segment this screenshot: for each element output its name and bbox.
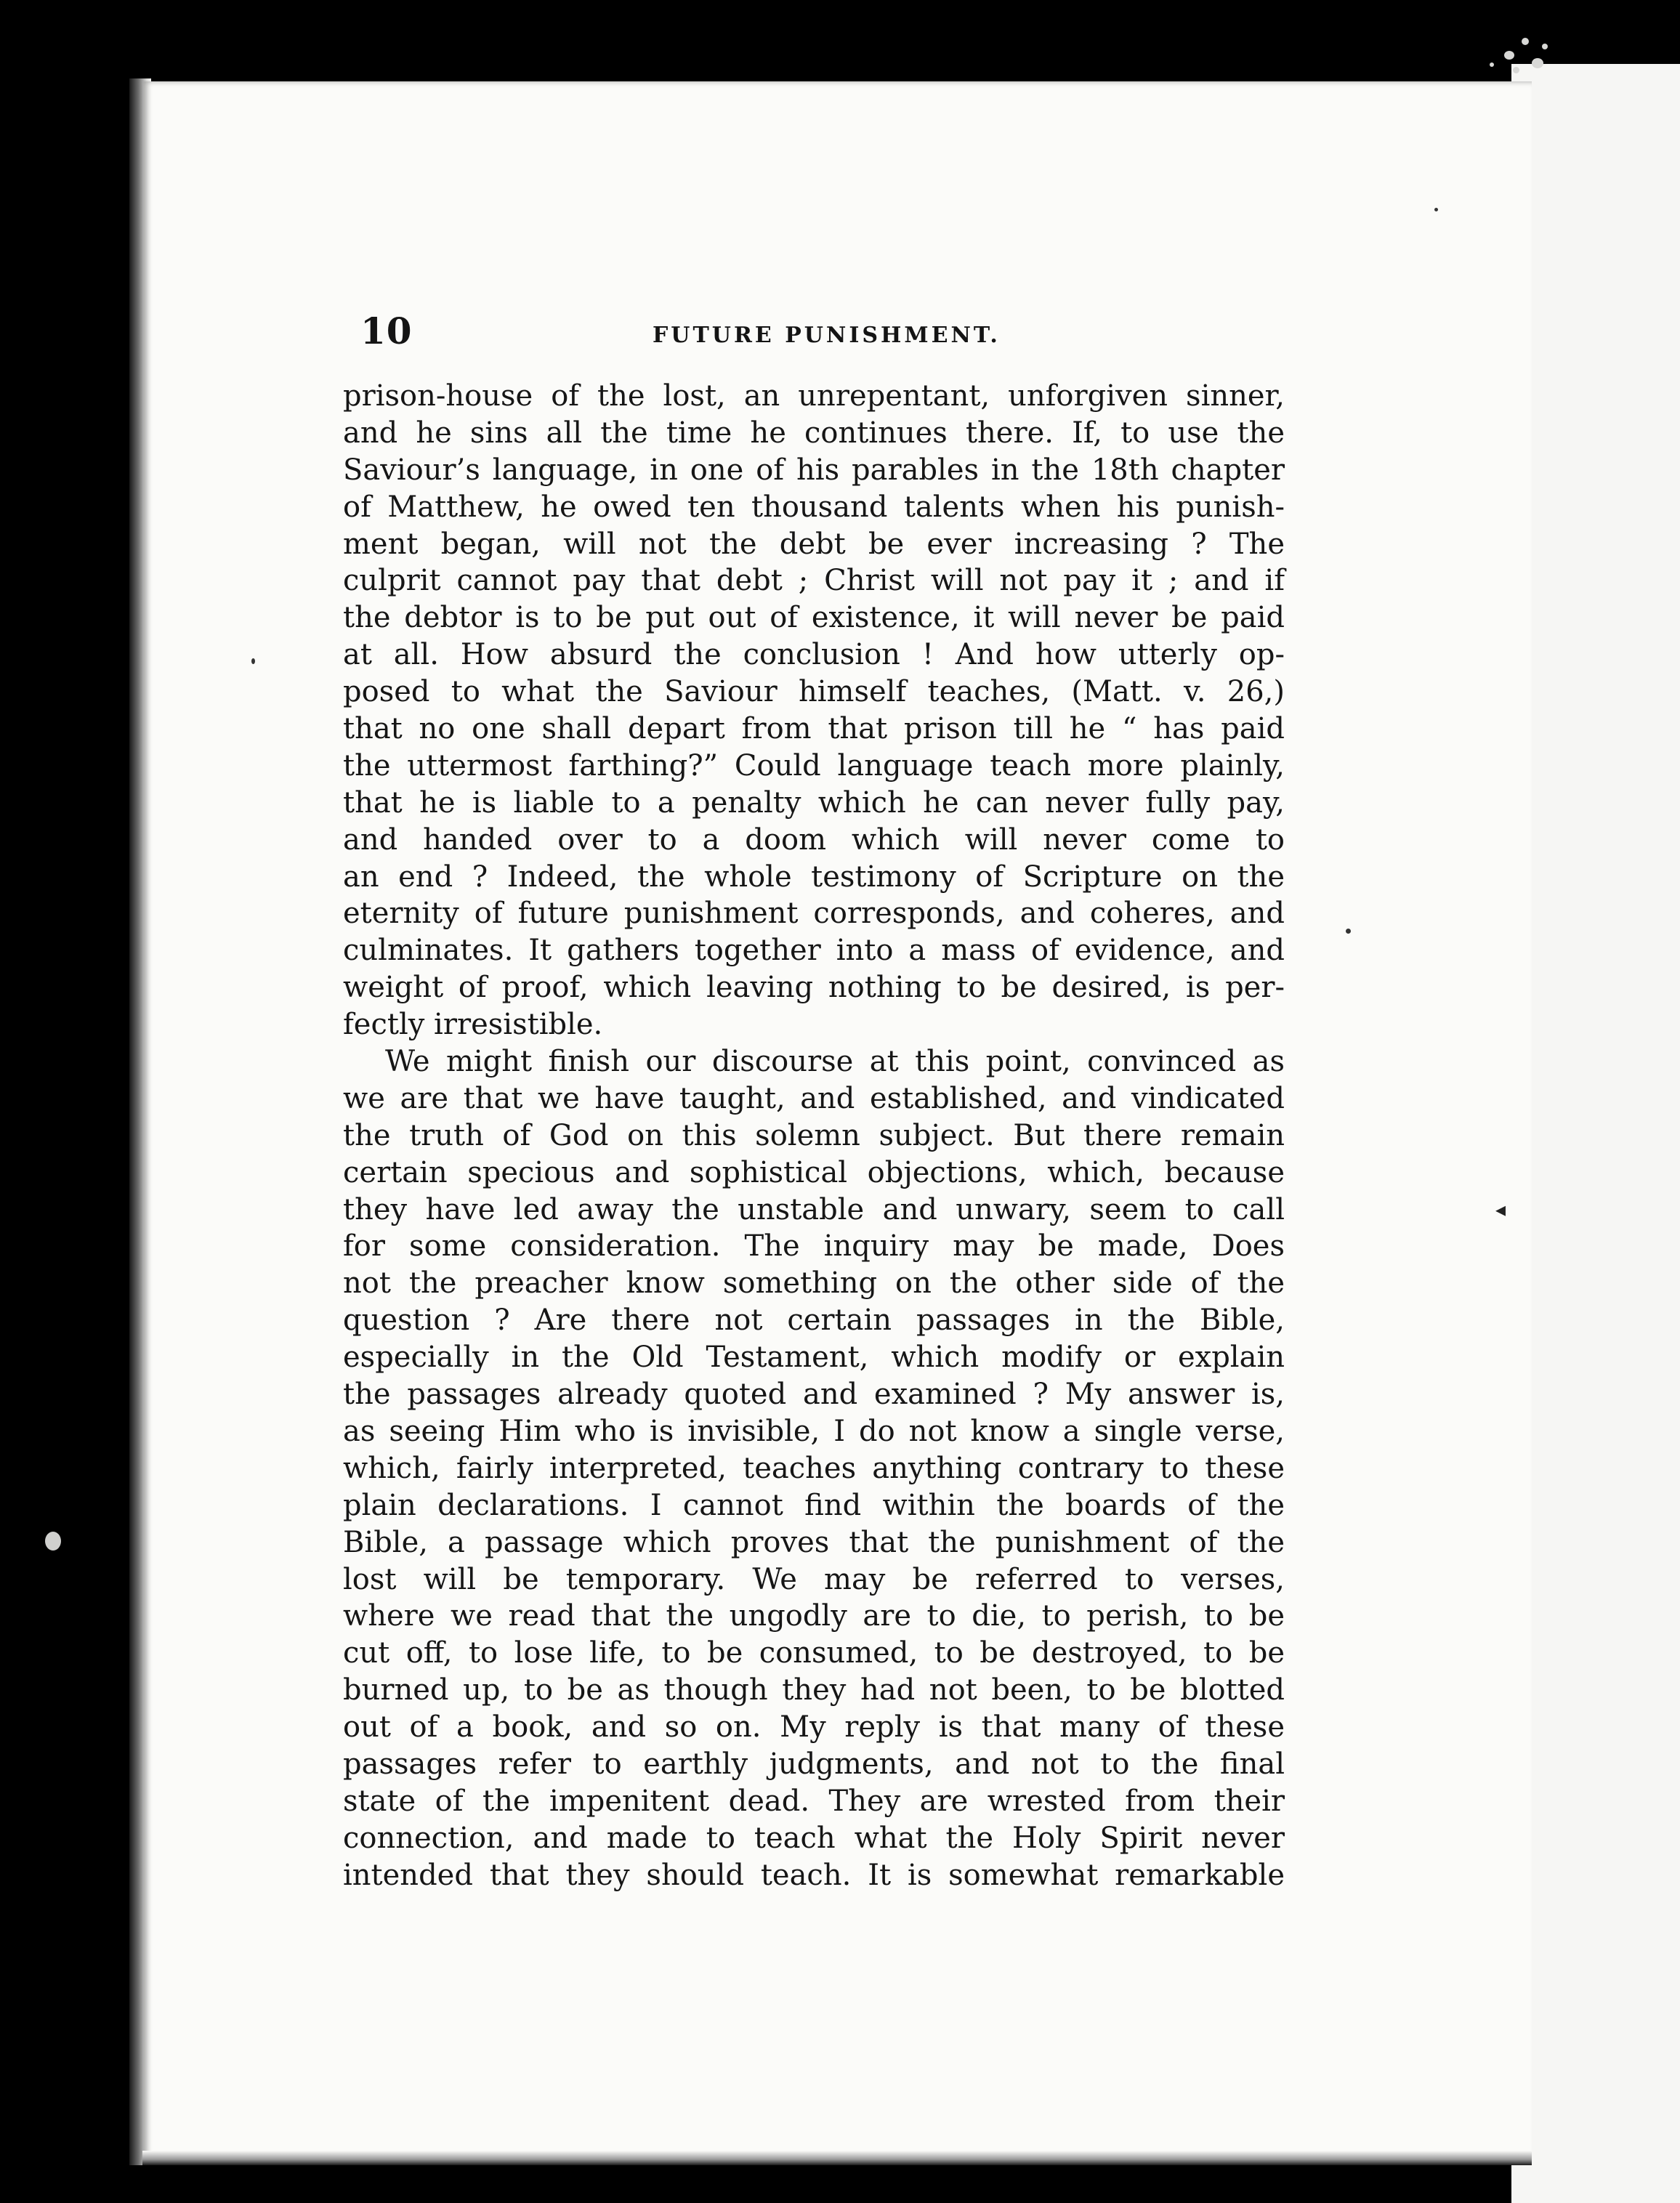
text-line: out of a book, and so on. My reply is that many of these [343,1710,1285,1745]
stray-mark [1346,929,1351,934]
text-line: for some consideration. The inquiry may be made, Does [343,1229,1285,1264]
text-line: posed to what the Saviour himself teaches, (Matt. v. 26,) [343,675,1285,709]
text-line: culprit cannot pay that debt ; Christ will not pay it ; and if [343,564,1285,598]
stray-mark [45,1532,61,1551]
scan-specks [1461,22,1577,87]
text-line: where we read that the ungodly are to die, to perish, to be [343,1599,1285,1633]
running-title: FUTURE PUNISHMENT. [653,323,1001,348]
text-line: burned up, to be as though they had not been, to be blotted [343,1673,1285,1707]
text-line: question ? Are there not certain passages in the Bible, [343,1303,1285,1338]
text-line: as seeing Him who is invisible, I do not know a single verse, [343,1414,1285,1448]
text-line: fectly irresistible. [343,1008,603,1042]
text-line: the debtor is to be put out of existence, it will never be paid [343,601,1285,635]
text-line: passages refer to earthly judgments, and not to the final [343,1747,1285,1781]
text-line: the uttermost farthing?” Could language teach more plainly, [343,748,1285,783]
text-line: that he is liable to a penalty which he can never fully pay, [343,785,1285,820]
text-line: intended that they should teach. It is somewhat remarkable [343,1858,1285,1892]
page-number: 10 [360,310,413,352]
gutter-mark: ◂ [1495,1197,1506,1221]
text-line: we are that we have taught, and established, and vindicated [343,1081,1285,1115]
text-line: not the preacher know something on the other side of the [343,1266,1285,1301]
text-line: that no one shall depart from that prison till he “ has paid [343,712,1285,746]
body-text [343,378,1285,1894]
text-line: especially in the Old Testament, which modify or explain [343,1341,1285,1375]
paragraph-1 [343,378,1285,1043]
text-line: the truth of God on this solemn subject. But there remain [343,1118,1285,1152]
text-line: Bible, a passage which proves that the punishment of the [343,1525,1285,1559]
text-line: culminates. It gathers together into a mass of evidence, and [343,934,1285,968]
text-line: which, fairly interpreted, teaches anything contrary to these [343,1451,1285,1485]
text-line: the passages already quoted and examined ? My answer is, [343,1378,1285,1412]
text-line: plain declarations. I cannot find within the boards of the [343,1488,1285,1522]
text-line: state of the impenitent dead. They are wrested from their [343,1784,1285,1818]
text-line: eternity of future punishment corresponds, and coheres, and [343,897,1285,931]
text-line: lost will be temporary. We may be referred to verses, [343,1562,1285,1596]
text-line: connection, and made to teach what the Holy Spirit never [343,1821,1285,1855]
stray-mark [1434,208,1438,211]
text-line: cut off, to lose life, to be consumed, to be destroyed, to be [343,1636,1285,1670]
text-line: ment began, will not the debt be ever increasing ? The [343,527,1285,561]
text-line: at all. How absurd the conclusion ! And how utterly op- [343,638,1285,672]
facing-page-edge [1511,64,1680,2203]
running-head [360,310,1276,353]
text-line: they have led away the unstable and unwary, seem to call [343,1192,1285,1226]
text-line: prison-house of the lost, an unrepentant, unforgiven sinner, [343,379,1285,413]
text-line: weight of proof, which leaving nothing to be desired, is per- [343,971,1285,1005]
text-line: Saviour’s language, in one of his parables in the 18th chapter [343,453,1285,487]
text-line: an end ? Indeed, the whole testimony of Scripture on the [343,860,1285,894]
text-line: of Matthew, he owed ten thousand talents when his punish- [343,490,1285,524]
text-line: We might finish our discourse at this point, convinced as [385,1045,1285,1079]
paragraph-2 [343,1043,1285,1893]
text-line: and he sins all the time he continues there. If, to use the [343,416,1285,450]
text-line: certain specious and sophistical objections, which, because [343,1155,1285,1189]
text-line: and handed over to a doom which will never come to [343,822,1285,857]
page-bottom-edge [142,2151,1532,2165]
stray-mark [251,658,255,664]
